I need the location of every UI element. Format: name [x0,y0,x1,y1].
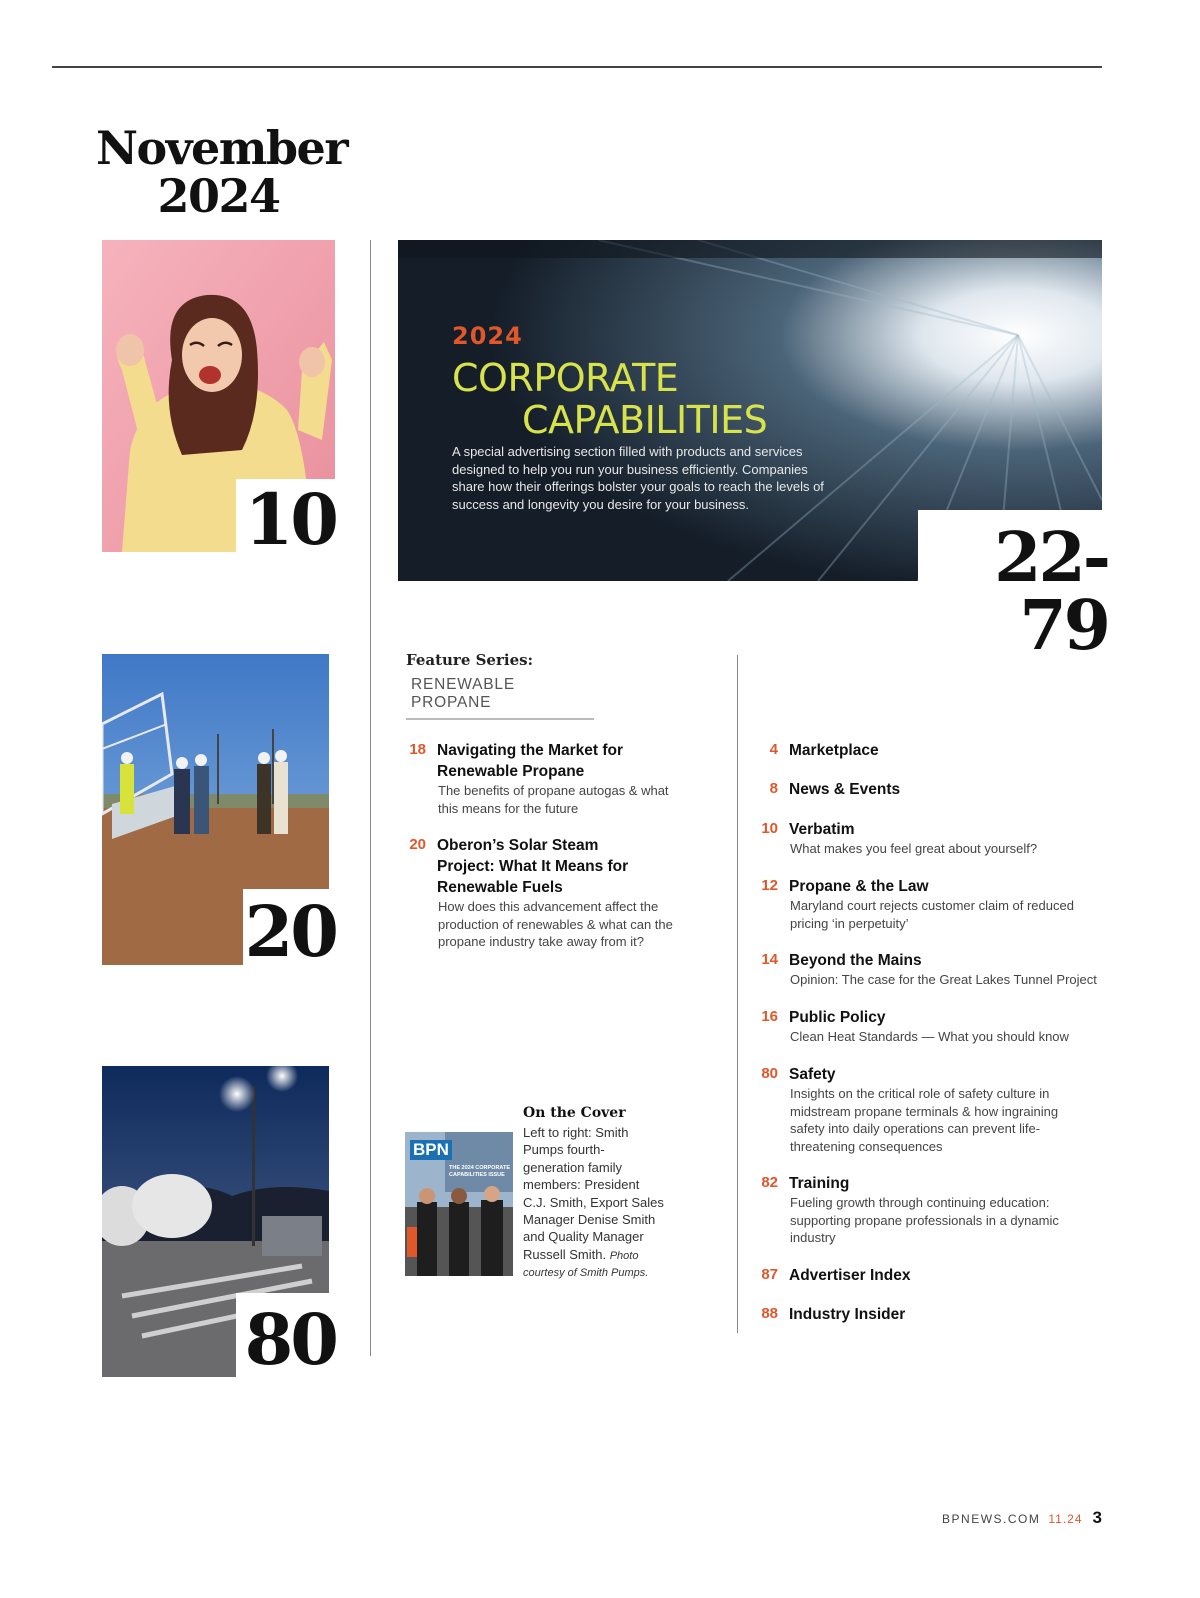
department-87[interactable] [752,1265,1092,1289]
department-82[interactable] [752,1173,1097,1249]
department-80[interactable] [752,1064,1097,1159]
department-title: Industry Insider [789,1306,906,1323]
cover-caption-line: THE 2024 CORPORATE [449,1165,511,1171]
footer-date: 11.24 [1048,1512,1083,1526]
department-16[interactable] [752,1007,1097,1049]
cover-line [523,1246,673,1265]
article-title-line: Project: What It Means for [437,858,629,875]
department-desc-line: industry [790,1230,836,1245]
department-description [790,1028,1069,1046]
department-description [790,1194,1059,1247]
department-page-number: 14 [761,951,778,968]
feature-article-20[interactable] [405,835,705,955]
cover-line: members: President [523,1177,640,1193]
cover-caption-line: CAPABILITIES ISSUE [449,1172,505,1178]
feature-series-name: RENEWABLE PROPANE [406,676,594,720]
cover-credit: Photo [609,1249,639,1262]
banner-title-line2: CAPABILITIES [522,398,768,442]
department-8[interactable] [752,779,1092,803]
department-description [790,840,1037,858]
top-rule [52,66,1102,68]
article-desc-line: How does this advancement affect the [438,899,659,914]
article-title-line: Navigating the Market for [437,742,624,759]
department-description [790,1085,1058,1155]
issue-date [96,121,348,223]
page-number-80: 80 [236,1293,336,1377]
cover-last-line: Russell Smith. [523,1246,607,1262]
article-desc-line: production of renewables & what can the [438,916,673,932]
feature-series-label: Feature Series: [406,651,534,669]
department-14[interactable] [752,950,1097,992]
department-title: Public Policy [789,1009,886,1026]
cover-logo: BPN [410,1140,452,1160]
department-page-number: 16 [761,1008,778,1025]
department-desc-line: Insights on the critical role of safety culture in [790,1086,1050,1101]
cover-line: Pumps fourth- [523,1142,605,1158]
article-page-number: 18 [409,741,426,758]
department-page-number: 10 [761,820,778,837]
footer-site: BPNEWS.COM [942,1512,1041,1526]
department-4[interactable] [752,740,1092,764]
department-desc-line: midstream propane terminals & how ingraining [790,1103,1059,1119]
article-desc-line: this means for the future [438,800,579,816]
department-desc-line: safety into daily operations can prevent life- [790,1121,1041,1136]
cover-line: Manager Denise Smith [523,1212,656,1228]
cover-credit: courtesy of Smith Pumps. [523,1267,649,1280]
cover-caption [449,1165,510,1179]
article-description [438,898,673,951]
column-divider-mid [737,655,738,1333]
department-88[interactable] [752,1304,1092,1328]
feature-article-18[interactable] [405,740,705,820]
department-desc-line: Maryland court rejects customer claim of reduced [790,898,1074,913]
department-desc-line: threatening consequences [790,1138,943,1154]
department-desc-line: Opinion: The case for the Great Lakes Tunnel Project [790,972,1097,987]
cover-heading: On the Cover [523,1105,626,1121]
department-desc-line: Clean Heat Standards — What you should know [790,1029,1069,1044]
department-title: Safety [789,1066,836,1083]
department-desc-line: Fueling growth through continuing education: [790,1195,1050,1210]
department-desc-line: What makes you feel great about yourself? [790,841,1038,856]
article-title [437,835,628,898]
cover-line: Left to right: Smith [523,1125,629,1140]
article-page-number: 20 [409,836,426,853]
cover-line: C.J. Smith, Export Sales [523,1194,664,1210]
department-page-number: 88 [761,1305,778,1322]
department-title: Marketplace [789,742,879,759]
department-title: News & Events [789,781,901,798]
department-title: Advertiser Index [789,1267,911,1284]
article-title-line: Renewable Fuels [437,879,563,896]
footer-page-number: 3 [1092,1508,1102,1527]
article-title-line: Oberon’s Solar Steam [437,837,599,854]
page-number-20: 20 [244,890,336,973]
cover-line: generation family [523,1159,622,1175]
cover-thumbnail[interactable] [405,1132,513,1276]
page-number-10: 10 [236,479,336,552]
department-title: Beyond the Mains [789,952,922,969]
article-title-line: Renewable Propane [437,763,585,780]
column-divider-left [370,240,371,1356]
department-title: Propane & the Law [789,878,929,895]
department-desc-line: pricing ‘in perpetuity’ [790,915,909,931]
banner-title-line1: CORPORATE [452,356,679,400]
department-description [790,971,1097,989]
banner-description: A special advertising section filled with products and services designed to help you run your business efficiently. Companies share how their offerings bolster your goals to reach the levels of success and longevity you desire for your business. [452,444,824,512]
page-footer [942,1508,1102,1528]
department-page-number: 4 [769,741,778,758]
department-12[interactable] [752,876,1097,936]
banner-year: 2024 [452,322,523,350]
article-description [438,782,669,817]
department-10[interactable] [752,819,1092,861]
department-page-number: 80 [761,1065,778,1082]
issue-year: 2024 [157,169,280,223]
cover-line: and Quality Manager [523,1229,644,1245]
department-page-number: 12 [761,877,778,894]
department-title: Verbatim [789,821,855,838]
page-number-22-79: 22-79 [918,510,1108,585]
department-description [790,897,1074,932]
department-desc-line: supporting propane professionals in a dynamic [790,1212,1059,1228]
department-title: Training [789,1175,850,1192]
issue-month: November [96,121,348,175]
department-page-number: 87 [761,1266,778,1283]
article-title [437,740,623,782]
cover-description [523,1124,673,1283]
article-desc-line: propane industry take away from it? [438,934,644,949]
department-page-number: 82 [761,1174,778,1191]
department-page-number: 8 [769,780,778,797]
article-desc-line: The benefits of propane autogas & what [438,783,669,798]
